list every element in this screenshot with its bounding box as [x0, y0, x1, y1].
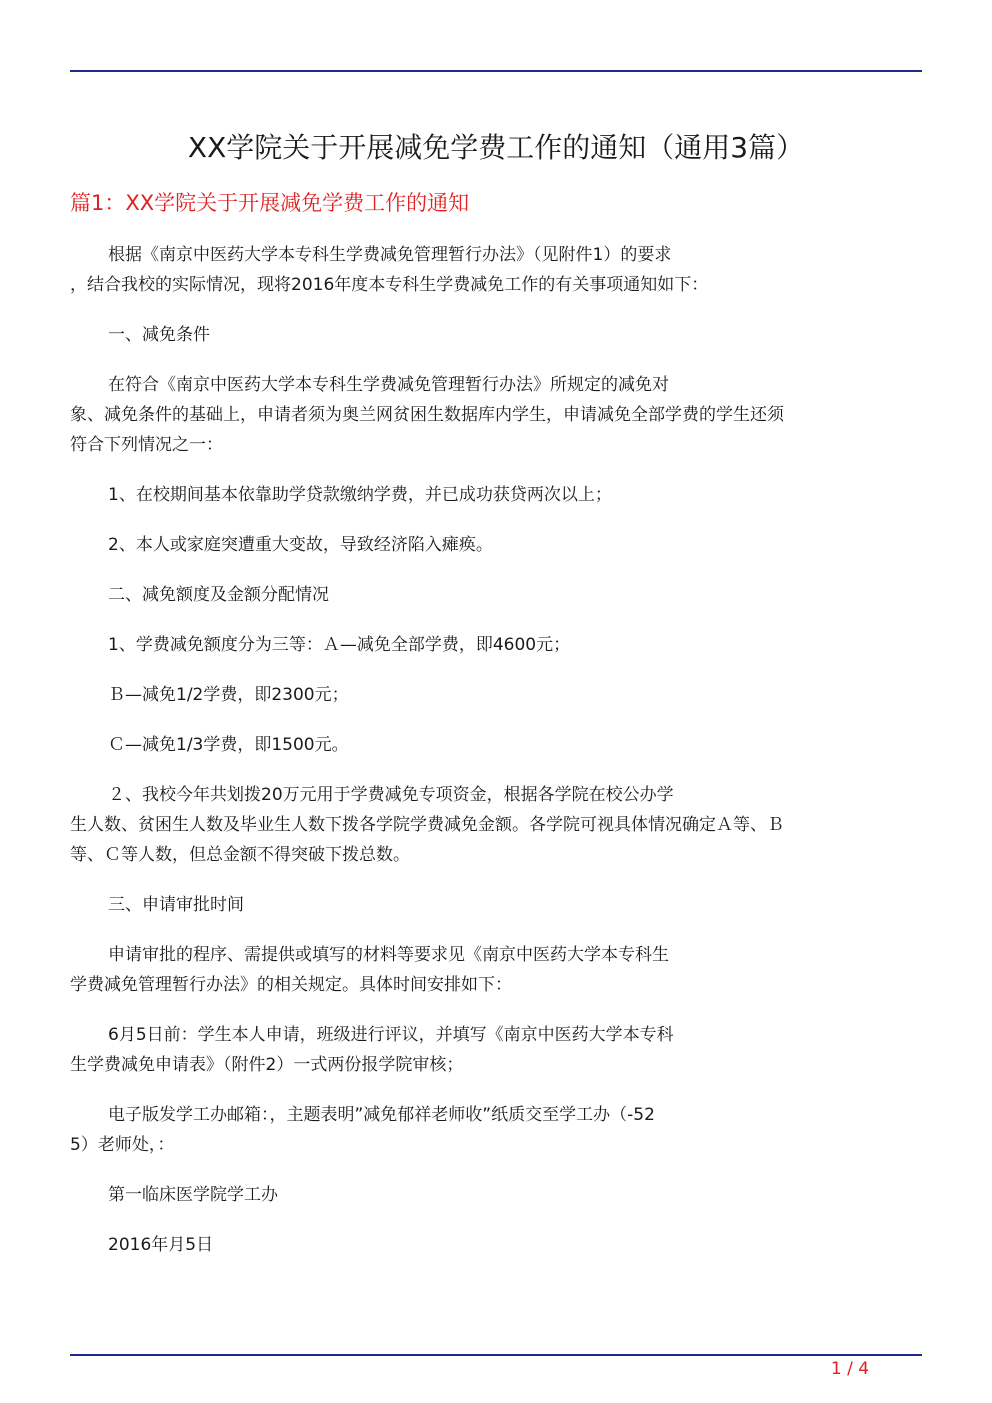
heading-amount-allocation [70, 580, 920, 610]
page-number: 1 / 4 [830, 1359, 870, 1379]
document-title: XX学院关于开展减免学费工作的通知（通用3篇） [187, 131, 805, 164]
section-heading: 篇1：XX学院关于开展减免学费工作的通知 [70, 191, 470, 215]
line: 6月5日前：学生本人申请，班级进行评议，并填写《南京中医药大学本专科 [108, 1025, 674, 1045]
line: 生人数、贫困生人数及毕业生人数下拨各学院学费减免金额。各学院可视具体情况确定Ａ等、Ｂ [70, 815, 784, 835]
bottom-rule [70, 1354, 922, 1356]
signature-date [70, 1230, 920, 1260]
list-item-tier-b [70, 680, 920, 710]
line: 2、本人或家庭突遭重大变故，导致经济陷入瘫痪。 [108, 535, 493, 555]
line: Ｂ—减免1/2学费，即2300元； [108, 685, 349, 705]
paragraph-deadline [70, 1020, 920, 1080]
paragraph-intro [70, 240, 920, 300]
line: ，结合我校的实际情况，现将2016年度本专科生学费减免工作的有关事项通知如下： [70, 275, 709, 295]
line: 5）老师处，： [70, 1135, 175, 1155]
line: 在符合《南京中医药大学本专科生学费减免管理暂行办法》所规定的减免对 [108, 375, 669, 395]
line: 申请审批的程序、需提供或填写的材料等要求见《南京中医药大学本专科生 [108, 945, 669, 965]
paragraph-submission [70, 1100, 920, 1160]
paragraph-conditions [70, 370, 920, 460]
line: 生学费减免申请表》（附件2）一式两份报学院审核； [70, 1055, 464, 1075]
list-item-condition-2 [70, 530, 920, 560]
heading-reduction-conditions [70, 320, 920, 350]
line: 1、学费减免额度分为三等：Ａ—减免全部学费，即4600元； [108, 635, 571, 655]
line: 象、减免条件的基础上，申请者须为奥兰网贫困生数据库内学生，申请减免全部学费的学生还须 [70, 405, 784, 425]
line: 1、在校期间基本依靠助学贷款缴纳学费，并已成功获贷两次以上； [108, 485, 612, 505]
line: 等、Ｃ等人数，但总金额不得突破下拨总数。 [70, 845, 410, 865]
paragraph-funding [70, 780, 920, 870]
line: 三、申请审批时间 [108, 895, 244, 915]
signature-office [70, 1180, 920, 1210]
line: Ｃ—减免1/3学费，即1500元。 [108, 735, 349, 755]
line: 符合下列情况之一： [70, 435, 223, 455]
list-item-tier-c [70, 730, 920, 760]
list-item-condition-1 [70, 480, 920, 510]
line: 第一临床医学院学工办 [108, 1185, 278, 1205]
paragraph-approval-procedure [70, 940, 920, 1000]
line: 2016年月5日 [108, 1235, 214, 1255]
line: 二、减免额度及金额分配情况 [108, 585, 329, 605]
line: ２、我校今年共划拨20万元用于学费减免专项资金，根据各学院在校公办学 [108, 785, 674, 805]
top-rule [70, 70, 922, 72]
line: 学费减免管理暂行办法》的相关规定。具体时间安排如下： [70, 975, 512, 995]
line: 一、减免条件 [108, 325, 210, 345]
line: 电子版发学工办邮箱：，主题表明”减免郁祥老师收”纸质交至学工办（-52 [108, 1105, 655, 1125]
line: 根据《南京中医药大学本专科生学费减免管理暂行办法》（见附件1）的要求 [108, 245, 672, 265]
heading-approval-time [70, 890, 920, 920]
list-item-tier-a [70, 630, 920, 660]
